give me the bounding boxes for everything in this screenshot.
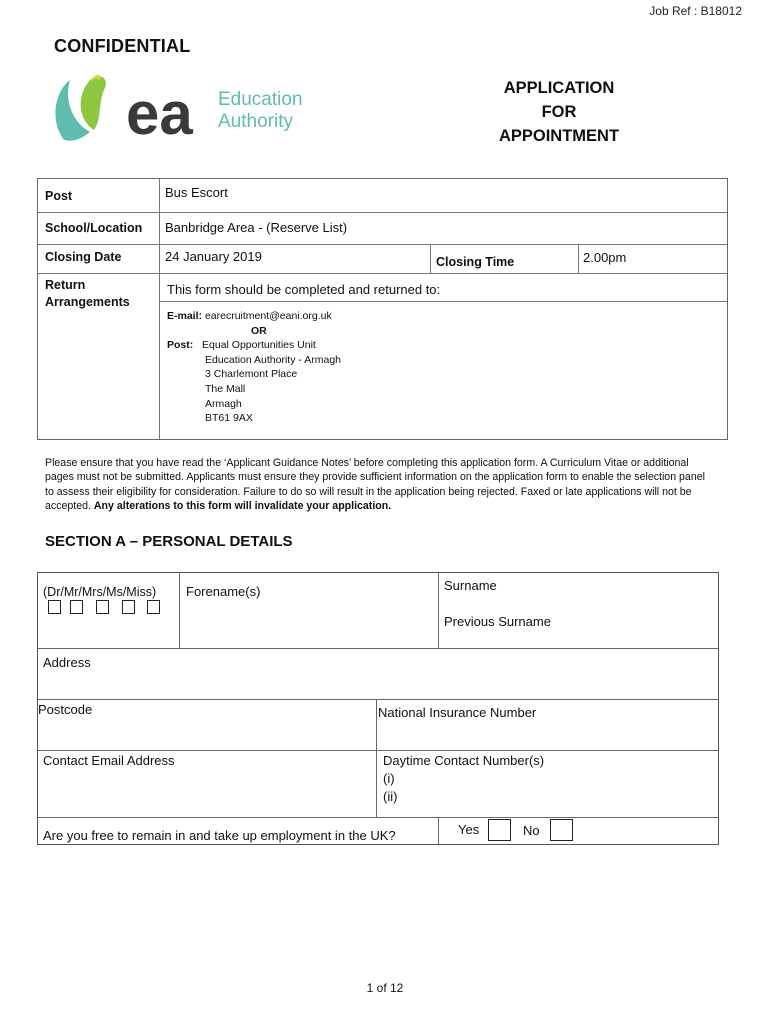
address-label: Address <box>43 655 91 670</box>
post-address-label: Post: <box>167 339 194 352</box>
post-details-table <box>37 178 728 440</box>
table-divider <box>38 750 718 751</box>
section-a-title: SECTION A – PERSONAL DETAILS <box>45 533 293 550</box>
table-divider <box>38 648 718 649</box>
no-checkbox[interactable] <box>550 819 573 841</box>
address-line: The Mall <box>205 382 246 395</box>
logo-wordmark <box>218 89 303 133</box>
return-intro: This form should be completed and returned to: <box>167 282 441 297</box>
notice-bold-text: Any alterations to this form will invalidate your application. <box>93 500 392 513</box>
table-divider <box>179 573 180 648</box>
contact-number-i: (i) <box>383 771 395 786</box>
page-number: 1 of 12 <box>366 981 404 995</box>
table-divider <box>376 699 377 817</box>
post-label: Post <box>45 189 73 203</box>
return-label-line: Arrangements <box>45 295 130 309</box>
title-checkbox-mr[interactable] <box>70 600 83 614</box>
email-label: E-mail: <box>167 310 203 322</box>
post-value: Bus Escort <box>165 185 228 200</box>
table-divider <box>438 817 439 845</box>
email-value: earecruitment@eani.org.uk <box>204 310 332 322</box>
table-divider <box>430 244 431 273</box>
form-title <box>470 76 648 148</box>
form-title-line: FOR <box>541 103 577 121</box>
address-line: Education Authority - Armagh <box>205 353 341 366</box>
closing-date-label: Closing Date <box>45 250 122 264</box>
post-address-line <box>167 338 341 353</box>
table-divider <box>38 699 718 700</box>
table-divider <box>38 273 727 274</box>
logo-line-1: Education <box>218 89 303 110</box>
email-line <box>167 309 341 324</box>
email-address-label: Contact Email Address <box>43 753 175 768</box>
yes-label: Yes <box>458 822 480 837</box>
location-label: School/Location <box>45 221 143 235</box>
previous-surname-label: Previous Surname <box>444 614 551 629</box>
personal-details-table <box>37 572 719 845</box>
or-separator: OR <box>251 324 267 337</box>
no-label: No <box>523 823 540 838</box>
form-title-line: APPLICATION <box>503 79 615 97</box>
logo-line-2: Authority <box>218 111 293 132</box>
table-divider <box>38 244 727 245</box>
return-address <box>167 309 341 426</box>
contact-number-ii: (ii) <box>383 789 398 804</box>
title-checkbox-miss[interactable] <box>147 600 160 614</box>
title-checkbox-ms[interactable] <box>122 600 135 614</box>
daytime-contact-heading: Daytime Contact Number(s) <box>383 753 545 768</box>
return-label-line: Return <box>45 278 86 292</box>
table-divider <box>38 212 727 213</box>
title-checkbox-dr[interactable] <box>48 600 61 614</box>
guidance-notice <box>45 456 715 514</box>
address-line: Equal Opportunities Unit <box>202 339 316 352</box>
logo-mark: ea <box>126 80 193 147</box>
title-checkbox-mrs[interactable] <box>96 600 109 614</box>
daytime-contact-label <box>383 752 544 806</box>
location-value: Banbridge Area - (Reserve List) <box>165 220 348 235</box>
job-reference: Job Ref : B18012 <box>649 4 742 18</box>
table-divider <box>438 573 439 648</box>
closing-date-value: 24 January 2019 <box>165 249 262 264</box>
notice-text: Please ensure that you have read the ‘Applicant Guidance Notes’ before completing this application form. A Curriculum Vitae or additional pages must not be submitted. Applicants must ensure they provide sufficient information on the application form to enable the selection panel to assess their eligibility for consideration. Failure to do so will result in the application being rejected. Faxed or late applications will not be accepted. <box>45 457 705 513</box>
confidential-heading: CONFIDENTIAL <box>54 36 191 56</box>
closing-time-label: Closing Time <box>436 255 515 269</box>
postcode-label: Postcode <box>38 702 93 717</box>
ni-number-label: National Insurance Number <box>378 705 537 720</box>
closing-time-value: 2.00pm <box>583 250 627 265</box>
table-divider <box>159 179 160 439</box>
title-options-label: (Dr/Mr/Mrs/Ms/Miss) <box>43 585 157 599</box>
address-line: Armagh <box>205 397 242 410</box>
address-line: BT61 9AX <box>205 412 253 425</box>
table-divider <box>578 244 579 273</box>
form-title-line: APPOINTMENT <box>498 127 620 145</box>
forename-label: Forename(s) <box>186 584 261 599</box>
table-divider <box>160 301 727 302</box>
yes-checkbox[interactable] <box>488 819 511 841</box>
return-label <box>45 277 130 311</box>
table-divider <box>38 817 718 818</box>
surname-label: Surname <box>444 578 497 593</box>
uk-employment-question: Are you free to remain in and take up employment in the UK? <box>43 828 396 843</box>
address-line: 3 Charlemont Place <box>205 368 298 381</box>
